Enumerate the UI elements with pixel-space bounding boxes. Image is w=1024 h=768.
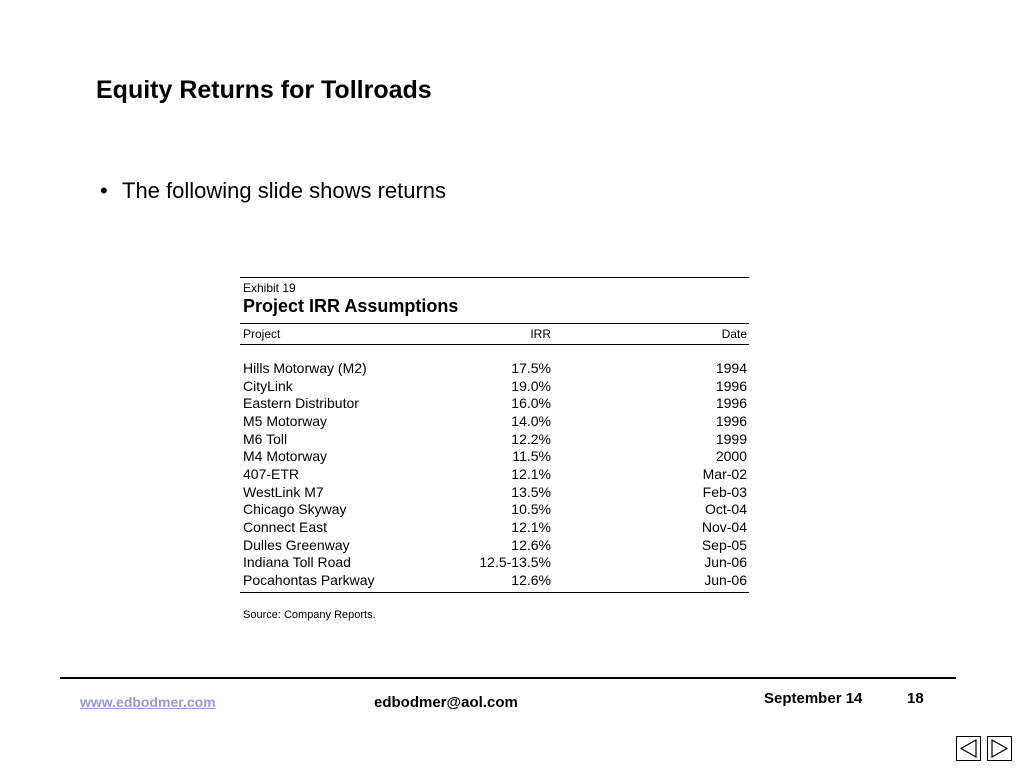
cell-date: Oct-04: [704, 501, 747, 518]
table-row: [240, 518, 749, 536]
table-body: [240, 359, 749, 589]
table-row: [240, 394, 749, 412]
slide-nav: [950, 736, 1012, 761]
table-row: [240, 501, 749, 519]
cell-project: Indiana Toll Road: [243, 554, 351, 571]
cell-irr: 19.0%: [511, 377, 551, 394]
footer-date: September 14: [764, 690, 863, 707]
cell-project: M6 Toll: [243, 430, 288, 447]
triangle-right-icon: [989, 738, 1010, 759]
col-header-date: Date: [721, 327, 747, 341]
cell-irr: 17.5%: [511, 359, 551, 376]
bullet-dot-icon: •: [100, 178, 108, 203]
cell-project: M5 Motorway: [243, 412, 328, 429]
cell-irr: 10.5%: [511, 501, 551, 518]
table-row: [240, 359, 749, 377]
cell-date: 1999: [715, 430, 747, 447]
cell-date: Jun-06: [704, 572, 747, 589]
footer-email: edbodmer@aol.com: [374, 694, 518, 711]
cell-irr: 13.5%: [511, 483, 551, 500]
table-row: [240, 483, 749, 501]
footer-website-link[interactable]: www.edbodmer.com: [80, 694, 216, 710]
table-header-row: [240, 324, 749, 344]
table-row: [240, 377, 749, 395]
footer-page-number: 18: [907, 690, 924, 707]
cell-project: M4 Motorway: [243, 448, 328, 465]
table-row: [240, 412, 749, 430]
cell-date: 2000: [715, 448, 747, 465]
cell-project: Hills Motorway (M2): [243, 359, 367, 376]
table-row: [240, 571, 749, 589]
table-row: [240, 447, 749, 465]
cell-date: Feb-03: [702, 483, 747, 500]
cell-irr: 12.1%: [511, 519, 551, 536]
cell-date: Sep-05: [701, 536, 747, 553]
cell-date: 1996: [715, 412, 747, 429]
table-row: [240, 554, 749, 572]
exhibit-top-rule: [240, 277, 749, 278]
table-row: [240, 430, 749, 448]
cell-project: 407-ETR: [243, 465, 300, 482]
exhibit-bottom-rule: [240, 592, 749, 593]
cell-irr: 14.0%: [511, 412, 551, 429]
next-slide-button[interactable]: [987, 736, 1012, 761]
cell-irr: 12.6%: [511, 536, 551, 553]
cell-project: Connect East: [243, 519, 328, 536]
cell-irr: 12.2%: [511, 430, 551, 447]
triangle-left-icon: [958, 738, 979, 759]
cell-date: Mar-02: [702, 465, 747, 482]
bullet-item: [100, 178, 446, 204]
cell-project: WestLink M7: [243, 483, 324, 500]
cell-project: Dulles Greenway: [243, 536, 350, 553]
bullet-text: The following slide shows returns: [122, 178, 447, 203]
prev-slide-button[interactable]: [956, 736, 981, 761]
cell-date: 1996: [715, 395, 747, 412]
cell-date: Nov-04: [701, 519, 747, 536]
cell-irr: 12.1%: [511, 465, 551, 482]
footer-divider: [60, 677, 956, 679]
table-row: [240, 465, 749, 483]
cell-irr: 12.6%: [511, 572, 551, 589]
cell-project: Chicago Skyway: [243, 501, 347, 518]
cell-project: Eastern Distributor: [243, 395, 359, 412]
exhibit-heading: Project IRR Assumptions: [243, 296, 459, 316]
col-header-irr: IRR: [530, 327, 551, 341]
cell-irr: 12.5-13.5%: [479, 554, 551, 571]
cell-date: 1994: [715, 359, 747, 376]
cell-project: Pocahontas Parkway: [243, 572, 375, 589]
slide-title: Equity Returns for Tollroads: [96, 76, 432, 104]
table-header-rule: [240, 344, 749, 345]
cell-irr: 11.5%: [512, 448, 551, 465]
exhibit-table-image: [240, 277, 749, 621]
cell-date: 1996: [715, 377, 747, 394]
cell-project: CityLink: [243, 377, 293, 394]
cell-date: Jun-06: [704, 554, 747, 571]
table-row: [240, 536, 749, 554]
cell-irr: 16.0%: [511, 395, 551, 412]
col-header-project: Project: [243, 327, 281, 341]
exhibit-label: Exhibit 19: [243, 281, 296, 295]
exhibit-source: Source: Company Reports.: [243, 608, 376, 621]
